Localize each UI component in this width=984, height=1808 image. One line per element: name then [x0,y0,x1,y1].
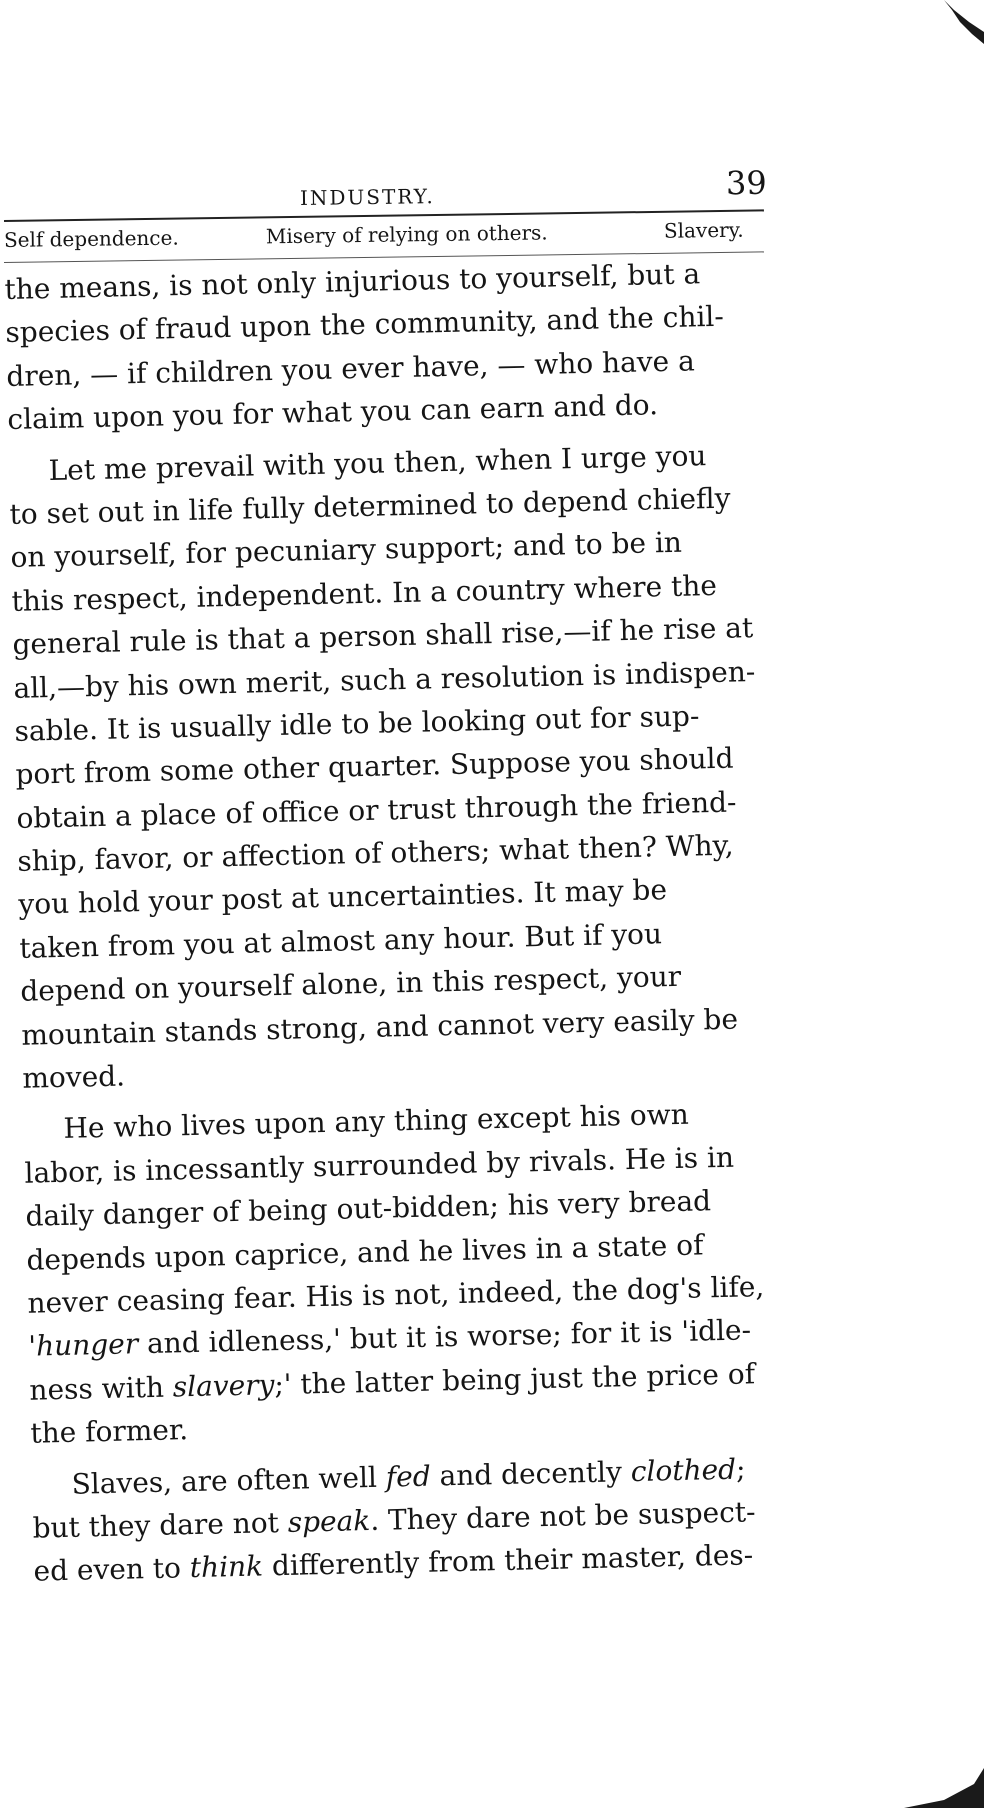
text-line: 'hunger and idleness,' but it is worse; for it is 'idle- [28,1313,752,1364]
text-line: ship, favor, or affection of others; what then? Why, [17,828,734,878]
page-corner-edge [924,0,984,50]
text-line: obtain a place of office or trust through the friend- [16,785,737,835]
italic-word: slavery [172,1367,275,1404]
text-line: Let me prevail with you then, when I urge you [48,438,707,487]
text-line: depends upon caprice, and he lives in a state of [26,1227,704,1277]
text-line: depend on yourself alone, in this respect, your [20,960,682,1009]
marginal-notes [4,217,764,256]
text-line: moved. [22,1059,126,1095]
text-line: never ceasing fear. His is not, indeed, the dog's life, [27,1270,765,1320]
marginal-note-slavery: Slavery. [663,217,744,243]
text-line: claim upon you for what you can earn and do. [7,388,659,437]
text-line: all,—by his own merit, such a resolution is indispen- [13,654,756,705]
italic-word: fed [385,1459,432,1494]
text-line: labor, is incessantly surrounded by rivals. He is in [24,1140,735,1190]
text-line: general rule is that a person shall rise,—if he rise at [12,611,754,662]
body-text [4,250,824,1593]
text-line: dren, — if children you ever have, — who have a [6,344,696,393]
text-line: but they dare not speak. They dare not be suspect- [32,1495,756,1545]
text-line: ed even to think differently from their master, des- [33,1538,754,1588]
text-line: species of fraud upon the community, and the chil- [5,300,725,350]
text-line: you hold your post at uncertainties. It may be [18,873,668,922]
page-number: 39 [725,163,767,203]
text-line: to set out in life fully determined to depend chiefly [9,481,731,531]
text-line: this respect, independent. In a country where the [11,568,718,618]
italic-word: speak [287,1503,371,1539]
italic-word: hunger [35,1327,139,1363]
text-line: ness with slavery;' the latter being just the price of [29,1357,756,1407]
text-line: on yourself, for pecuniary support; and to be in [10,526,683,575]
text-line: mountain stands strong, and cannot very easily be [21,1002,739,1052]
text-line: taken from you at almost any hour. But if you [19,917,663,965]
text-line: the former. [30,1413,189,1450]
page-bottom-edge [904,1748,984,1808]
marginal-note-misery: Misery of relying on others. [265,220,548,249]
italic-word: clothed [630,1452,737,1488]
text-line: port from some other quarter. Suppose you should [15,741,734,792]
text-line: He who lives upon any thing except his own [63,1098,690,1146]
marginal-note-self-dependence: Self dependence. [3,225,179,252]
running-head: INDUSTRY. [299,184,435,210]
italic-word: think [189,1549,264,1585]
text-line: daily danger of being out-bidden; his very bread [25,1184,712,1233]
text-line: the means, is not only injurious to yourself, but a [4,257,701,306]
text-line: Slaves, are often well fed and decently clothed; [71,1452,746,1501]
text-line: sable. It is usually idle to be looking out for sup- [14,699,700,748]
